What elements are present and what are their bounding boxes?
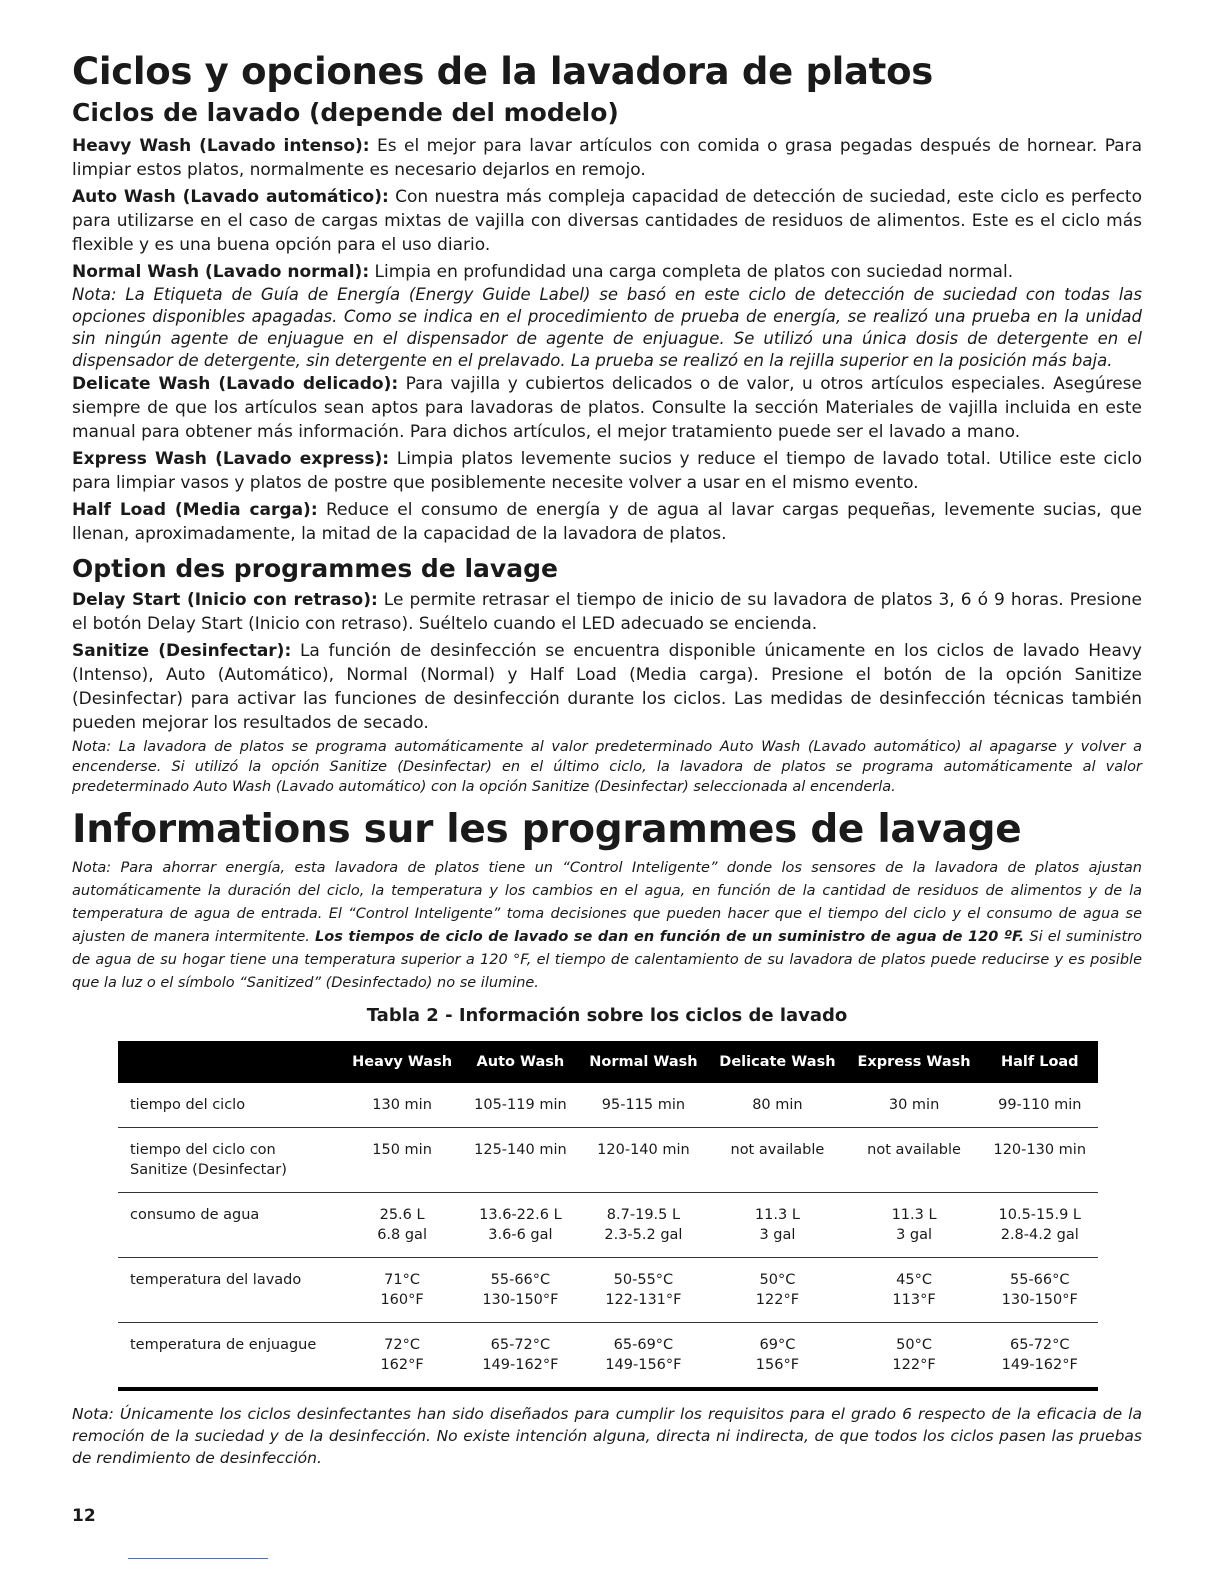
term: Delicate Wash (Lavado delicado): <box>72 374 399 394</box>
table-cell <box>462 1258 578 1323</box>
cell-line: 2.3-5.2 gal <box>604 1227 683 1243</box>
cycle-info-table <box>118 1041 1098 1391</box>
table-cell <box>847 1323 982 1390</box>
cell-line: 130-150°F <box>482 1292 559 1308</box>
table-cell <box>342 1193 462 1258</box>
energy-guide-note: Nota: La Etiqueta de Guía de Energía (Energy Guide Label) se basó en este ciclo de detección de suciedad con todas las opciones disponibles apagadas. Como se indica en el procedimiento de prueba de energía, se realizó una prueba en la unidad sin ningún agente de enjuague en el dispensador de agente de enjuague. Se utilizó una única dosis de detergente en el dispensador de detergente, sin detergente en el prelavado. La prueba se realizó en la rejilla superior en la posición más baja. <box>72 285 1142 370</box>
table-cell <box>462 1128 578 1193</box>
cell-line: 149-162°F <box>482 1357 559 1373</box>
table-cell <box>982 1258 1098 1323</box>
table-cell <box>708 1323 846 1390</box>
table-cell <box>579 1323 709 1390</box>
row-label: tiempo del ciclo con Sanitize (Desinfectar) <box>130 1142 287 1178</box>
section-heading-wash-cycles: Ciclos de lavado (depende del modelo) <box>72 98 619 127</box>
cell-line: 95-115 min <box>601 1097 686 1113</box>
cell-line: not available <box>730 1142 825 1158</box>
table-cell <box>579 1128 709 1193</box>
table-cell <box>847 1258 982 1323</box>
header-cell: Express Wash <box>857 1054 971 1070</box>
description: La función de desinfección se encuentra disponible únicamente en los ciclos de lavado Heavy (Intenso), Auto (Automático), Normal (Normal) y Half Load (Media carga). Presione el botón de la opción Sanitize (Desinfectar) para activar las funciones de desinfección durante los ciclos. Las medidas de desinfección técnicas también pueden mejorar los resultados de secado. <box>72 641 1142 733</box>
page-number: 12 <box>72 1506 96 1526</box>
section-heading-options: Option des programmes de lavage <box>72 554 558 583</box>
cell-line: 99-110 min <box>998 1097 1082 1113</box>
cell-line: 162°F <box>380 1357 424 1373</box>
cycle-delicate-wash <box>72 372 1142 444</box>
cell-line: 65-69°C <box>613 1337 674 1353</box>
table-row <box>118 1083 1098 1128</box>
term: Half Load (Media carga): <box>72 500 318 520</box>
footer-rule <box>128 1558 268 1559</box>
option-delay-start <box>72 588 1142 636</box>
table-cell <box>708 1258 846 1323</box>
smart-control-note <box>72 857 1142 995</box>
table-cell <box>847 1128 982 1193</box>
cycle-auto-wash <box>72 185 1142 257</box>
section-title-program-info: Informations sur les programmes de lavage <box>72 807 1022 852</box>
cell-line: 120-140 min <box>597 1142 690 1158</box>
table-row <box>118 1193 1098 1258</box>
cell-line: 80 min <box>752 1097 803 1113</box>
cell-line: 113°F <box>892 1292 936 1308</box>
option-sanitize <box>72 639 1142 735</box>
cycle-normal-wash <box>72 260 1142 284</box>
header-cell: Normal Wash <box>589 1054 698 1070</box>
cell-line: 156°F <box>755 1357 800 1373</box>
cell-line: 8.7-19.5 L <box>606 1207 681 1223</box>
cell-line: 105-119 min <box>474 1097 567 1113</box>
row-label: tiempo del ciclo <box>130 1097 246 1113</box>
term: Express Wash (Lavado express): <box>72 449 390 469</box>
note-text-end: Si el suministro de agua de su hogar tiene una temperatura superior a 120 °F, el tiempo de calentamiento de su lavadora de platos puede reducirse y es posible que la luz o el símbolo “Sanitized” (Desinfectado) no se ilumine. <box>72 929 1142 991</box>
description: Es el mejor para lavar artículos con comida o grasa pegadas después de hornear. Para limpiar estos platos, normalmente es necesario dejarlos en remojo. <box>72 136 1142 180</box>
description: Con nuestra más compleja capacidad de detección de suciedad, este ciclo es perfecto para utilizarse en el caso de cargas mixtas de vajilla con diversas cantidades de residuos de alimentos. Este es el ciclo más flexible y es una buena opción para el uso diario. <box>72 187 1143 255</box>
table-cell <box>982 1128 1098 1193</box>
cell-line: 30 min <box>888 1097 940 1113</box>
table-cell <box>462 1083 578 1128</box>
page-title: Ciclos y opciones de la lavadora de platos <box>72 50 933 93</box>
cell-line: 45°C <box>896 1272 932 1288</box>
cycle-half-load <box>72 498 1142 546</box>
table-cell <box>708 1128 846 1193</box>
cell-line: 130 min <box>372 1097 432 1113</box>
page-content <box>72 48 1142 1469</box>
table-header-row <box>118 1041 1098 1083</box>
row-label: temperatura del lavado <box>130 1272 302 1288</box>
term: Normal Wash (Lavado normal): <box>72 262 370 282</box>
cell-line: 65-72°C <box>490 1337 551 1353</box>
table-cell <box>847 1193 982 1258</box>
cell-line: 6.8 gal <box>377 1227 427 1243</box>
table-cell <box>342 1128 462 1193</box>
cycle-express-wash <box>72 447 1142 495</box>
description: Limpia platos levemente sucios y reduce el tiempo de lavado total. Utilice este ciclo para limpiar vasos y platos de postre que posiblemente necesite volver a usar en el mismo evento. <box>72 449 1142 493</box>
table-row <box>118 1323 1098 1390</box>
table-cell <box>847 1083 982 1128</box>
cell-line: 11.3 L <box>754 1207 800 1223</box>
sanitize-note: Nota: La lavadora de platos se programa automáticamente al valor predeterminado Auto Wash (Lavado automático) al apagarse y volver a encenderse. Si utilizó la opción Sanitize (Desinfectar) en el último ciclo, la lavadora de platos se programa automáticamente al valor predeterminado Auto Wash (Lavado automático) con la opción Sanitize (Desinfectar) seleccionada al encenderla. <box>72 739 1142 795</box>
cell-line: 160°F <box>380 1292 424 1308</box>
table-cell <box>462 1193 578 1258</box>
table-row <box>118 1258 1098 1323</box>
table-cell <box>708 1193 846 1258</box>
cell-line: 122°F <box>755 1292 800 1308</box>
cell-line: 71°C <box>384 1272 420 1288</box>
cell-line: 50°C <box>759 1272 796 1288</box>
cell-line: 3 gal <box>759 1227 796 1243</box>
cell-line: 150 min <box>372 1142 432 1158</box>
cell-line: 149-162°F <box>1001 1357 1078 1373</box>
term: Heavy Wash (Lavado intenso): <box>72 136 370 156</box>
cell-line: 122-131°F <box>605 1292 682 1308</box>
cycle-heavy-wash <box>72 134 1142 182</box>
table-cell <box>579 1258 709 1323</box>
table-cell <box>462 1323 578 1390</box>
cell-line: 55-66°C <box>1010 1272 1070 1288</box>
cell-line: 122°F <box>892 1357 936 1373</box>
header-cell: Auto Wash <box>476 1054 565 1070</box>
table-footnote: Nota: Únicamente los ciclos desinfectantes han sido diseñados para cumplir los requisitos para el grado 6 respecto de la eficacia de la remoción de la suciedad y de la desinfección. No existe intención alguna, directa ni indirecta, de que todos los ciclos pasen las pruebas de rendimiento de desinfección. <box>72 1405 1142 1467</box>
cell-line: 13.6-22.6 L <box>479 1207 562 1223</box>
table-cell <box>982 1323 1098 1390</box>
cell-line: 2.8-4.2 gal <box>1000 1227 1079 1243</box>
cell-line: 149-156°F <box>605 1357 682 1373</box>
header-cell: Half Load <box>1000 1054 1079 1070</box>
cell-line: 120-130 min <box>993 1142 1087 1158</box>
note-bold: Los tiempos de ciclo de lavado se dan en función de un suministro de agua de 120 ºF. <box>315 929 1025 945</box>
cell-line: 125-140 min <box>474 1142 567 1158</box>
row-label: temperatura de enjuague <box>130 1337 317 1353</box>
table-body <box>118 1083 1098 1389</box>
description: Para vajilla y cubiertos delicados o de valor, u otros artículos especiales. Asegúrese siempre de que los artículos sean aptos para lavadoras de platos. Consulte la sección Materiales de vajilla incluida en este manual para obtener más información. Para dichos artículos, el mejor tratamiento puede ser el lavado a mano. <box>72 374 1142 442</box>
table-cell <box>342 1083 462 1128</box>
table-cell <box>579 1193 709 1258</box>
cell-line: not available <box>867 1142 961 1158</box>
cell-line: 50-55°C <box>613 1272 674 1288</box>
table-cell <box>708 1083 846 1128</box>
cell-line: 65-72°C <box>1010 1337 1070 1353</box>
cell-line: 3 gal <box>896 1227 933 1243</box>
cell-line: 25.6 L <box>379 1207 425 1223</box>
table-cell <box>342 1323 462 1390</box>
description: Le permite retrasar el tiempo de inicio de su lavadora de platos 3, 6 ó 9 horas. Presione el botón Delay Start (Inicio con retraso). Suéltelo cuando el LED adecuado se encienda. <box>72 590 1142 634</box>
term: Auto Wash (Lavado automático): <box>72 187 389 207</box>
cell-line: 69°C <box>759 1337 796 1353</box>
header-cell: Delicate Wash <box>719 1054 836 1070</box>
cell-line: 130-150°F <box>1001 1292 1078 1308</box>
description: Limpia en profundidad una carga completa de platos con suciedad normal. <box>369 262 1014 282</box>
term: Sanitize (Desinfectar): <box>72 641 292 661</box>
description: Reduce el consumo de energía y de agua al lavar cargas pequeñas, levemente sucias, que llenan, aproximadamente, la mitad de la capacidad de la lavadora de platos. <box>72 500 1142 544</box>
table-cell <box>982 1083 1098 1128</box>
table-row <box>118 1128 1098 1193</box>
cell-line: 50°C <box>896 1337 932 1353</box>
cell-line: 11.3 L <box>891 1207 937 1223</box>
cell-line: 3.6-6 gal <box>488 1227 553 1243</box>
header-cell: Heavy Wash <box>352 1054 453 1070</box>
cell-line: 72°C <box>384 1337 420 1353</box>
term: Delay Start (Inicio con retraso): <box>72 590 378 610</box>
note-text: Nota: Para ahorrar energía, esta lavadora de platos tiene un “Control Inteligente” donde los sensores de la lavadora de platos ajustan automáticamente la duración del ciclo, la temperatura y los cambios en el agua, en función de la cantidad de residuos de alimentos y de la temperatura de agua de entrada. El “Control Inteligente” toma decisiones que pueden hacer que el tiempo del ciclo y el consumo de agua se ajusten de manera intermitente. <box>72 860 1142 945</box>
row-label: consumo de agua <box>130 1207 260 1223</box>
table-cell <box>982 1193 1098 1258</box>
table-cell <box>342 1258 462 1323</box>
cell-line: 55-66°C <box>490 1272 551 1288</box>
table-caption: Tabla 2 - Información sobre los ciclos de lavado <box>366 1005 848 1026</box>
table-cell <box>579 1083 709 1128</box>
cell-line: 10.5-15.9 L <box>998 1207 1082 1223</box>
header-cell <box>118 1041 342 1083</box>
